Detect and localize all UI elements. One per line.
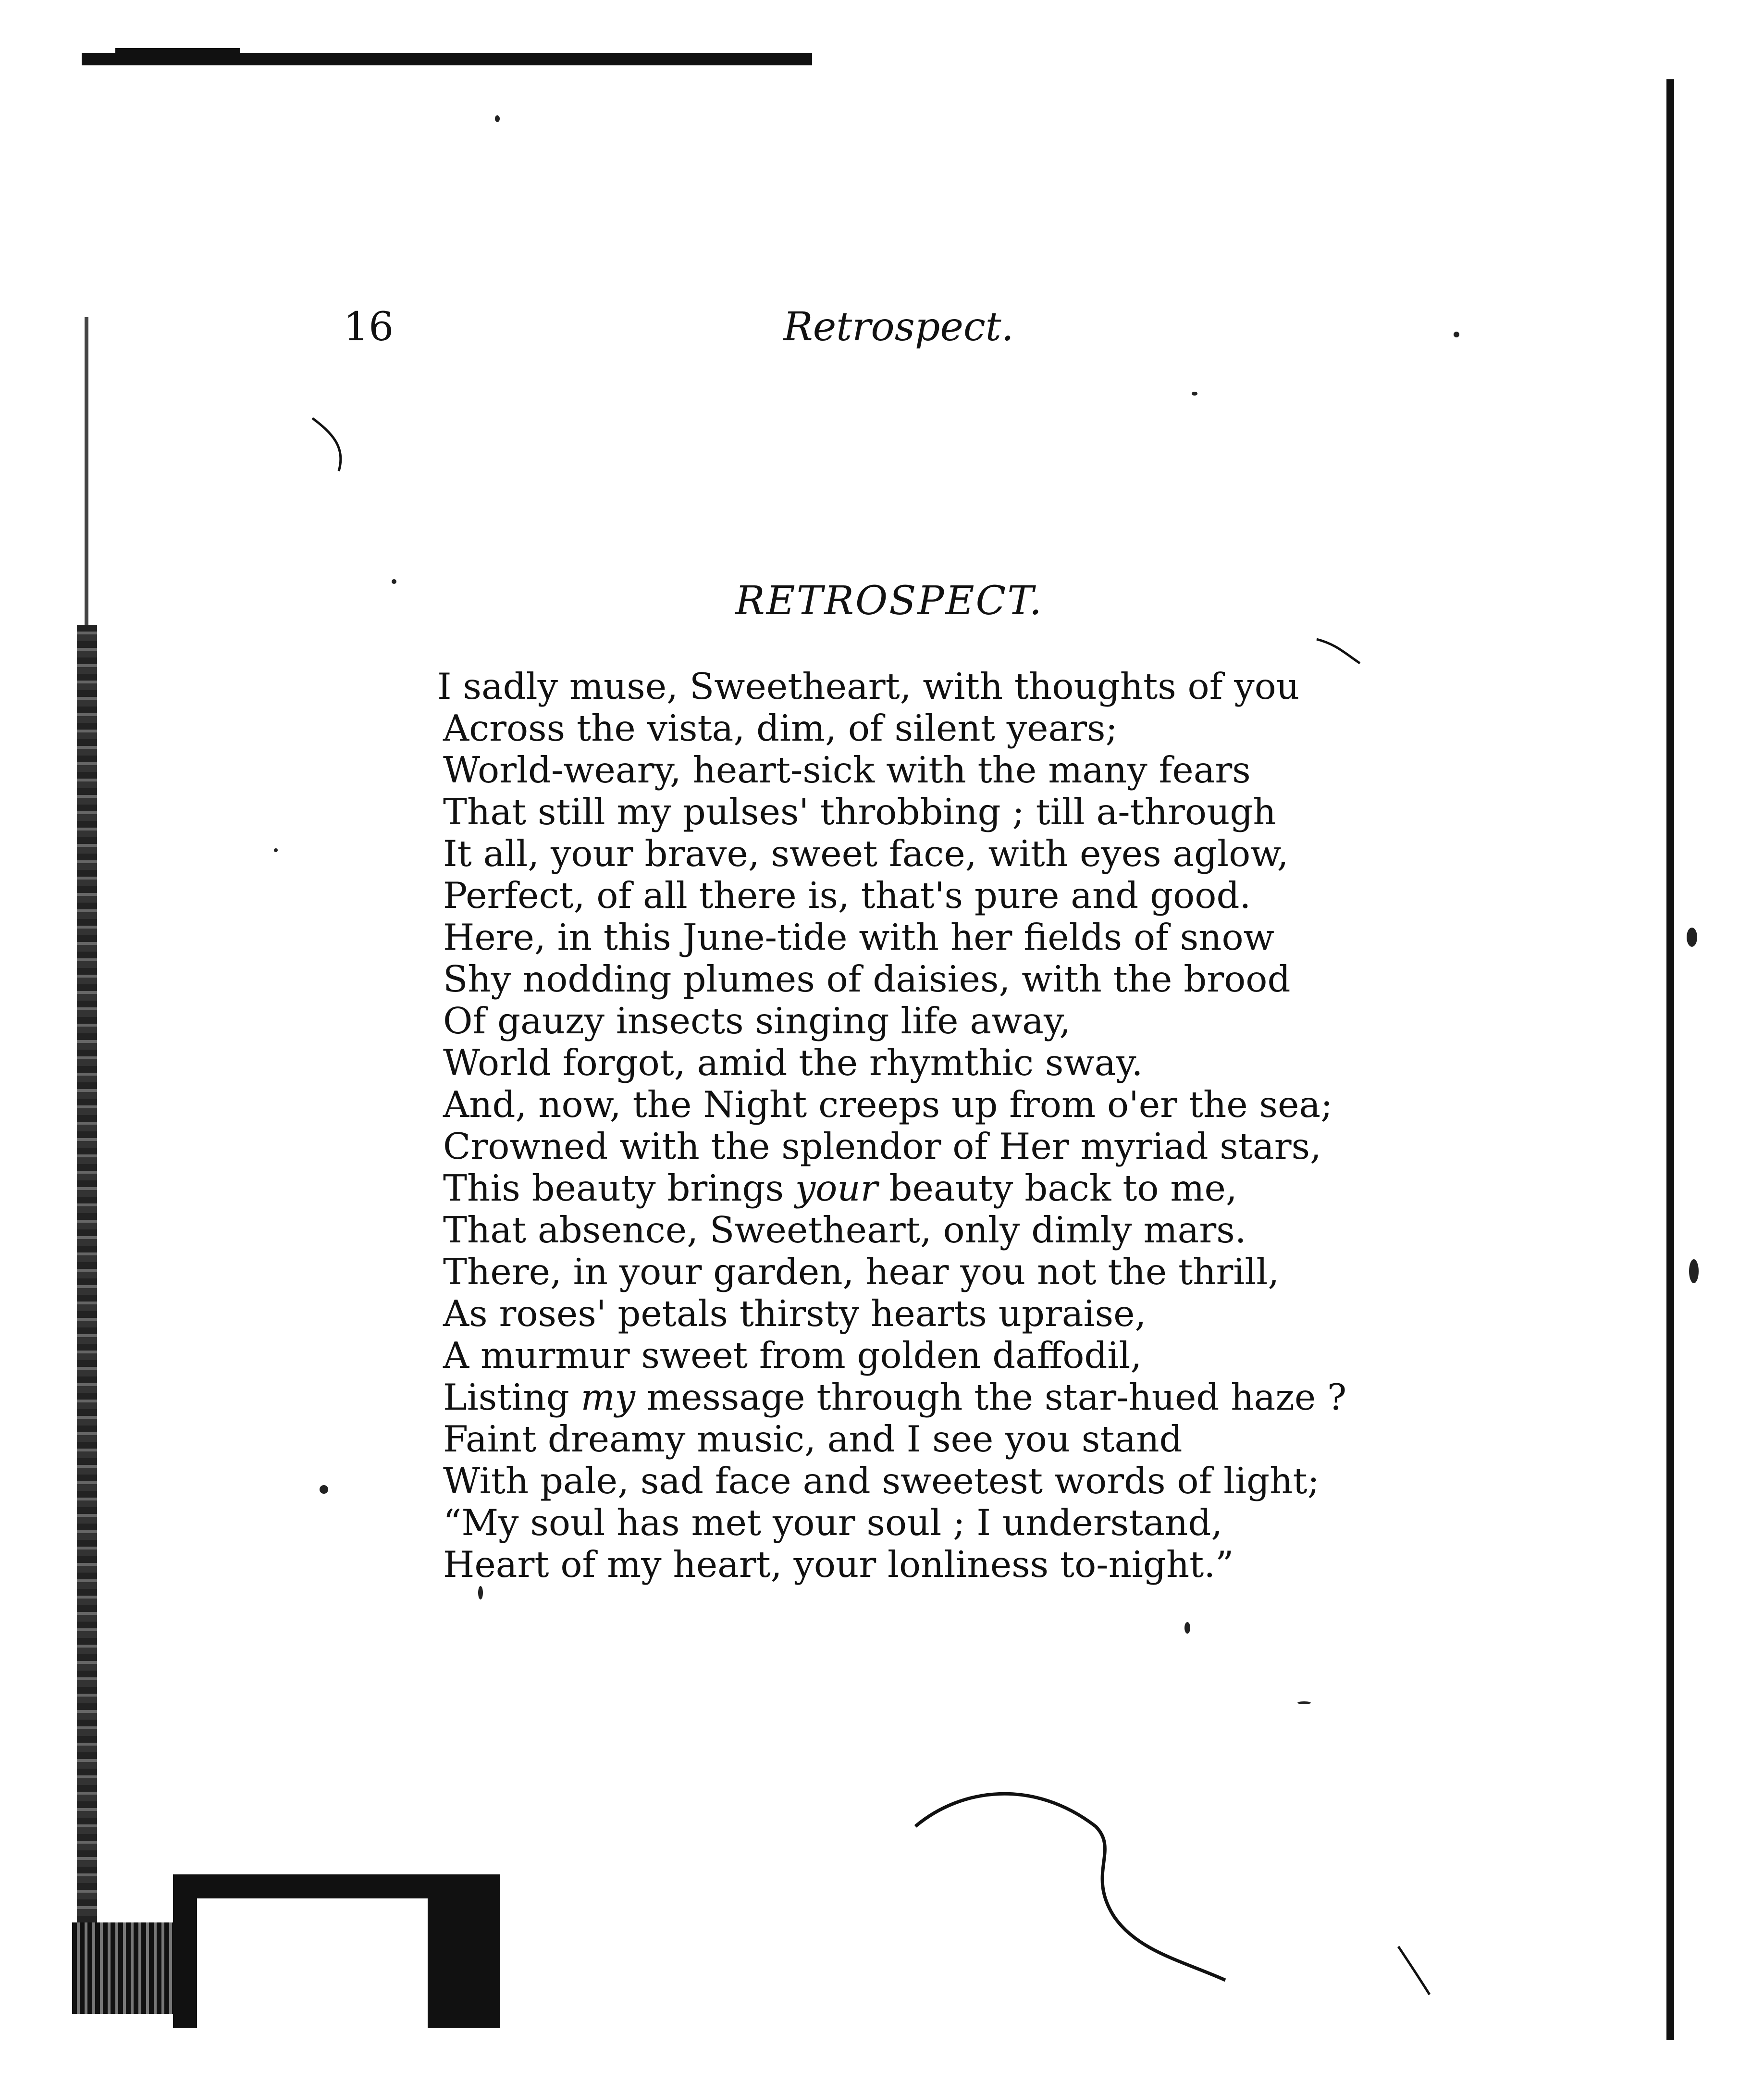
poem-line — [437, 1167, 1389, 1209]
poem-title: RETROSPECT. — [735, 578, 1043, 624]
running-head: Retrospect. — [783, 304, 1014, 350]
scan-speck — [274, 848, 278, 852]
poem-line-emphasis: my — [580, 1376, 636, 1418]
poem-line: A murmur sweet from golden daffodil, — [443, 1334, 1142, 1376]
poem-line: That absence, Sweetheart, only dimly mars. — [443, 1209, 1246, 1251]
poem-line: World forgot, amid the rhymthic sway. — [443, 1041, 1143, 1084]
poem-line: That still my pulses' throbbing ; till a-through — [443, 791, 1276, 833]
poem-line: Here, in this June-tide with her fields of snow — [443, 916, 1274, 958]
poem-line: With pale, sad face and sweetest words of light; — [443, 1460, 1320, 1502]
poem-line-text: Listing — [443, 1376, 581, 1418]
poem-line — [437, 1376, 1389, 1418]
scan-speck — [495, 115, 500, 122]
poem-line: It all, your brave, sweet face, with eyes aglow, — [443, 832, 1289, 875]
scan-speck — [1454, 332, 1459, 337]
poem-line-emphasis: your — [795, 1167, 878, 1209]
page-number: 16 — [344, 304, 394, 350]
poem-line-text: beauty back to me, — [877, 1167, 1237, 1209]
scan-speck — [1184, 1622, 1190, 1634]
scan-speck — [392, 579, 396, 584]
scan-speck — [1687, 928, 1697, 947]
poem-line: And, now, the Night creeps up from o'er the sea; — [443, 1083, 1333, 1126]
poem-line: Across the vista, dim, of silent years; — [443, 707, 1118, 749]
scan-speck — [1689, 1259, 1699, 1283]
poem-line-text: This beauty brings — [443, 1167, 795, 1209]
poem-body — [437, 666, 1389, 1586]
poem-line-text: message through the star-hued haze ? — [635, 1376, 1347, 1418]
poem-line: Of gauzy insects singing life away, — [443, 1000, 1071, 1042]
poem-line: I sadly muse, Sweetheart, with thoughts of you — [437, 665, 1300, 707]
poem-line: Heart of my heart, your lonliness to-night.” — [443, 1543, 1234, 1586]
poem-line: Shy nodding plumes of daisies, with the brood — [443, 958, 1291, 1000]
poem-line: Perfect, of all there is, that's pure and good. — [443, 874, 1251, 917]
poem-line: As roses' petals thirsty hearts upraise, — [443, 1292, 1147, 1335]
poem-line: There, in your garden, hear you not the thrill, — [443, 1251, 1280, 1293]
scan-speck — [478, 1586, 483, 1599]
scan-speck — [1192, 392, 1197, 396]
poem-line: Crowned with the splendor of Her myriad stars, — [443, 1125, 1321, 1167]
scan-speck — [1297, 1701, 1311, 1704]
poem-line: “My soul has met your soul ; I understand, — [443, 1501, 1223, 1544]
scan-speck — [320, 1485, 328, 1494]
poem-line: World-weary, heart-sick with the many fears — [443, 749, 1251, 791]
poem-line: Faint dreamy music, and I see you stand — [443, 1418, 1183, 1460]
